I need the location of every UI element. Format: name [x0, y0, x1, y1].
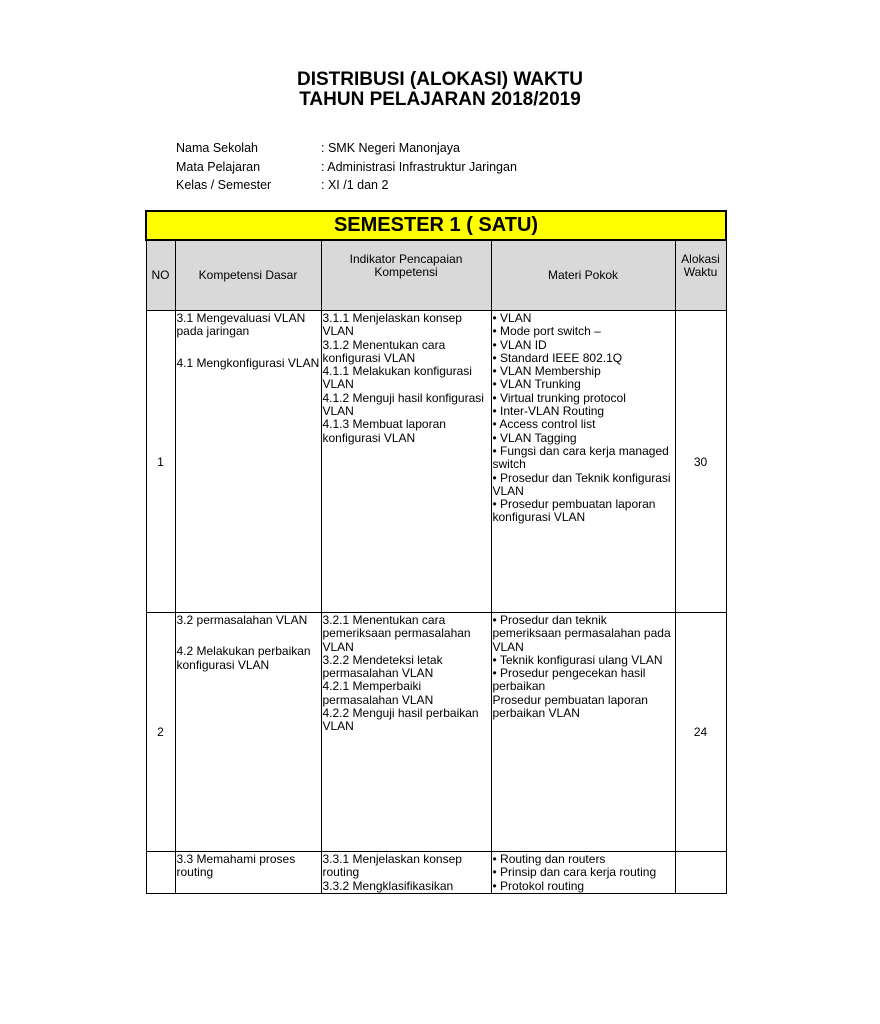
materi-item: • Standard IEEE 802.1Q: [492, 350, 623, 365]
materi-item: • Mode port switch –: [492, 324, 601, 339]
row-number: 1: [146, 311, 175, 613]
materi-item: • Teknik konfigurasi ulang VLAN: [492, 652, 663, 667]
materi-item: • Routing dan routers: [492, 852, 606, 866]
alokasi-waktu-value: 24: [675, 613, 726, 852]
materi-item: • Inter-VLAN Routing: [492, 404, 605, 419]
kd-text: 3.2 permasalahan VLAN: [176, 613, 308, 627]
header-kompetensi-dasar: Kompetensi Dasar: [175, 240, 321, 311]
materi-cell: [491, 852, 675, 894]
indikator-text: 3.3.1 Menjelaskan konsep routing 3.3.2 Mengklasifikasikan: [322, 852, 462, 893]
kd-text: 4.2 Melakukan perbaikan konfigurasi VLAN: [176, 644, 311, 672]
materi-item: • VLAN Membership: [492, 364, 601, 379]
materi-item: • Access control list: [492, 417, 596, 432]
info-label-class: Kelas / Semester: [176, 178, 272, 192]
kompetensi-dasar-cell: [175, 311, 321, 613]
indikator-cell: [321, 852, 491, 894]
materi-item: • Fungsi dan cara kerja managed switch: [492, 443, 669, 472]
header-no: NO: [146, 240, 175, 311]
header-alokasi-waktu: Alokasi Waktu: [675, 240, 726, 311]
info-value-school: : SMK Negeri Manonjaya: [321, 141, 460, 155]
info-label-school: Nama Sekolah: [176, 141, 258, 155]
materi-item: • VLAN Trunking: [492, 377, 581, 392]
materi-item: • Prosedur dan Teknik konfigurasi VLAN: [492, 470, 671, 498]
materi-item: • Prosedur pembuatan laporan konfigurasi VLAN: [492, 497, 656, 525]
materi-cell: [491, 613, 675, 852]
materi-item: • VLAN: [492, 311, 532, 325]
indikator-cell: [321, 613, 491, 852]
table-row: [146, 613, 726, 852]
table-header-row: [146, 240, 726, 311]
kompetensi-dasar-cell: [175, 852, 321, 894]
info-value-class: : XI /1 dan 2: [321, 178, 389, 192]
materi-item: • Prosedur pengecekan hasil perbaikan: [492, 666, 646, 694]
materi-item: Prosedur pembuatan laporan perbaikan VLAN: [492, 692, 648, 721]
kd-text: 4.1 Mengkonfigurasi VLAN: [176, 355, 320, 370]
alokasi-waktu-value: [675, 852, 726, 894]
semester-row: [146, 211, 726, 240]
indikator-text: 3.2.1 Menentukan cara pemeriksaan permasalahan VLAN 3.2.2 Mendeteksi letak permasalahan VLAN 4.2.1 Memperbaiki permasalahan VLAN 4.2.2 Menguji hasil perbaikan VLAN: [322, 613, 479, 734]
kompetensi-dasar-cell: [175, 613, 321, 852]
semester-heading: SEMESTER 1 ( SATU): [146, 211, 726, 240]
kd-text: 3.1 Mengevaluasi VLAN pada jaringan: [176, 311, 306, 339]
materi-item: • Protokol routing: [492, 878, 585, 893]
info-label-subject: Mata Pelajaran: [176, 160, 261, 174]
allocation-table: [145, 210, 727, 894]
materi-item: • Prinsip dan cara kerja routing: [492, 865, 657, 880]
header-materi-pokok: Materi Pokok: [491, 240, 675, 311]
header-indikator: Indikator Pencapaian Kompetensi: [321, 240, 491, 311]
info-value-subject: : Administrasi Infrastruktur Jaringan: [321, 160, 517, 174]
row-number: [146, 852, 175, 894]
table-row: [146, 311, 726, 613]
table-row: [146, 852, 726, 894]
indikator-cell: [321, 311, 491, 613]
materi-item: • VLAN Tagging: [492, 430, 577, 445]
indikator-text: 3.1.1 Menjelaskan konsep VLAN 3.1.2 Menentukan cara konfigurasi VLAN 4.1.1 Melakukan konfigurasi VLAN 4.1.2 Menguji hasil konfigurasi VLAN 4.1.3 Membuat laporan konfigurasi VLAN: [322, 311, 484, 445]
kd-text: 3.3 Memahami proses routing: [176, 852, 296, 880]
materi-item: • VLAN ID: [492, 337, 547, 352]
materi-item: • Prosedur dan teknik pemeriksaan permasalahan pada VLAN: [492, 613, 671, 654]
document-title-line-2: TAHUN PELAJARAN 2018/2019: [299, 89, 581, 110]
allocation-table-wrapper: [145, 210, 725, 893]
alokasi-waktu-value: 30: [675, 311, 726, 613]
materi-item: • Virtual trunking protocol: [492, 390, 626, 405]
materi-cell: [491, 311, 675, 613]
document-title-line-1: DISTRIBUSI (ALOKASI) WAKTU: [296, 69, 584, 90]
row-number: 2: [146, 613, 175, 852]
